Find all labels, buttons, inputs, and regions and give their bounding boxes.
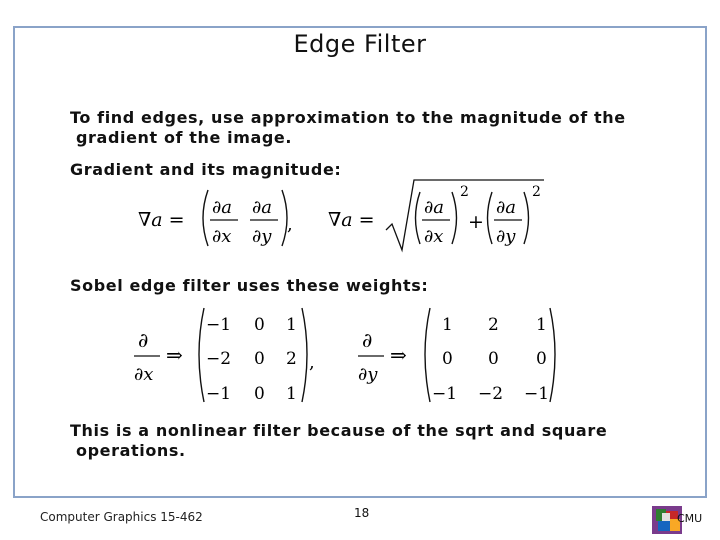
partial-x-denom-2: ∂x [424, 226, 444, 247]
matrix-x-cell: 0 [254, 315, 265, 335]
footer-course: Computer Graphics 15-462 [40, 510, 203, 524]
matrix-x-bracket-left [199, 308, 204, 402]
matrix-y-cell: −1 [524, 384, 550, 404]
matrix-x-cell: 0 [254, 384, 265, 404]
logo-text: CMU [677, 512, 703, 525]
nabla-a-2: ∇a = [328, 209, 375, 231]
matrix-y-cell: 2 [488, 315, 499, 335]
matrix-y-bracket-left [425, 308, 430, 402]
paragraph-sobel: Sobel edge filter uses these weights: [70, 276, 429, 295]
implies-arrow-x: ⇒ [166, 343, 183, 367]
footer-page-number: 18 [354, 506, 370, 520]
matrix-x-cell: 1 [286, 384, 297, 404]
matrix-y-cell: −1 [432, 384, 458, 404]
partial-denom-x: ∂x [134, 364, 154, 385]
paragraph-gradient: Gradient and its magnitude: [70, 160, 342, 179]
paragraph-find-edges-line2: gradient of the image. [76, 128, 293, 147]
matrix-y-cell: 0 [488, 349, 499, 369]
exponent-2-b: 2 [532, 184, 541, 200]
matrix-x-cell: −2 [206, 349, 232, 369]
matrix-x-cell: −1 [206, 315, 232, 335]
partial-a-numer-1: ∂a [212, 197, 233, 218]
partial-a-numer-3: ∂a [424, 197, 445, 218]
partial-numer-y: ∂ [362, 328, 373, 352]
matrix-x-bracket-right [302, 308, 307, 402]
paren-left-1 [203, 190, 208, 246]
paragraph-nonlinear-line1: This is a nonlinear filter because of the sqrt and square [70, 421, 608, 440]
comma-2: , [309, 352, 315, 373]
matrix-y-bracket-right [550, 308, 555, 402]
paren-right-3 [524, 192, 529, 244]
matrix-y-cell: 1 [442, 315, 453, 335]
partial-x-denom-1: ∂x [212, 226, 232, 247]
slide-title: Edge Filter [293, 30, 427, 58]
paragraph-find-edges [70, 108, 626, 148]
paragraph-nonlinear-line2: operations. [76, 441, 186, 460]
partial-y-denom-1: ∂y [252, 226, 272, 247]
paren-left-2 [416, 192, 421, 244]
matrix-y-cell: 0 [442, 349, 453, 369]
matrix-x-cell: 2 [286, 349, 297, 369]
sobel-matrices [128, 302, 568, 414]
partial-a-numer-2: ∂a [252, 197, 273, 218]
paren-right-2 [452, 192, 457, 244]
matrix-x-cell: 1 [286, 315, 297, 335]
matrix-y-cell: 0 [536, 349, 547, 369]
matrix-y-cell: 1 [536, 315, 547, 335]
matrix-y-cell: −2 [478, 384, 504, 404]
matrix-x-cell: −1 [206, 384, 232, 404]
partial-y-denom-2: ∂y [496, 226, 516, 247]
nabla-a-1: ∇a = [138, 209, 185, 231]
plus-sign: + [468, 211, 484, 233]
paragraph-find-edges-line1: To find edges, use approximation to the magnitude of the [70, 108, 626, 127]
paragraph-nonlinear [70, 421, 607, 461]
partial-a-numer-4: ∂a [496, 197, 517, 218]
matrix-x-cell: 0 [254, 349, 265, 369]
paren-left-3 [488, 192, 493, 244]
partial-denom-y: ∂y [358, 364, 378, 385]
partial-numer-x: ∂ [138, 328, 149, 352]
implies-arrow-y: ⇒ [390, 343, 407, 367]
gradient-formulas [130, 178, 570, 256]
exponent-2-a: 2 [460, 184, 469, 200]
comma-1: , [287, 214, 293, 235]
